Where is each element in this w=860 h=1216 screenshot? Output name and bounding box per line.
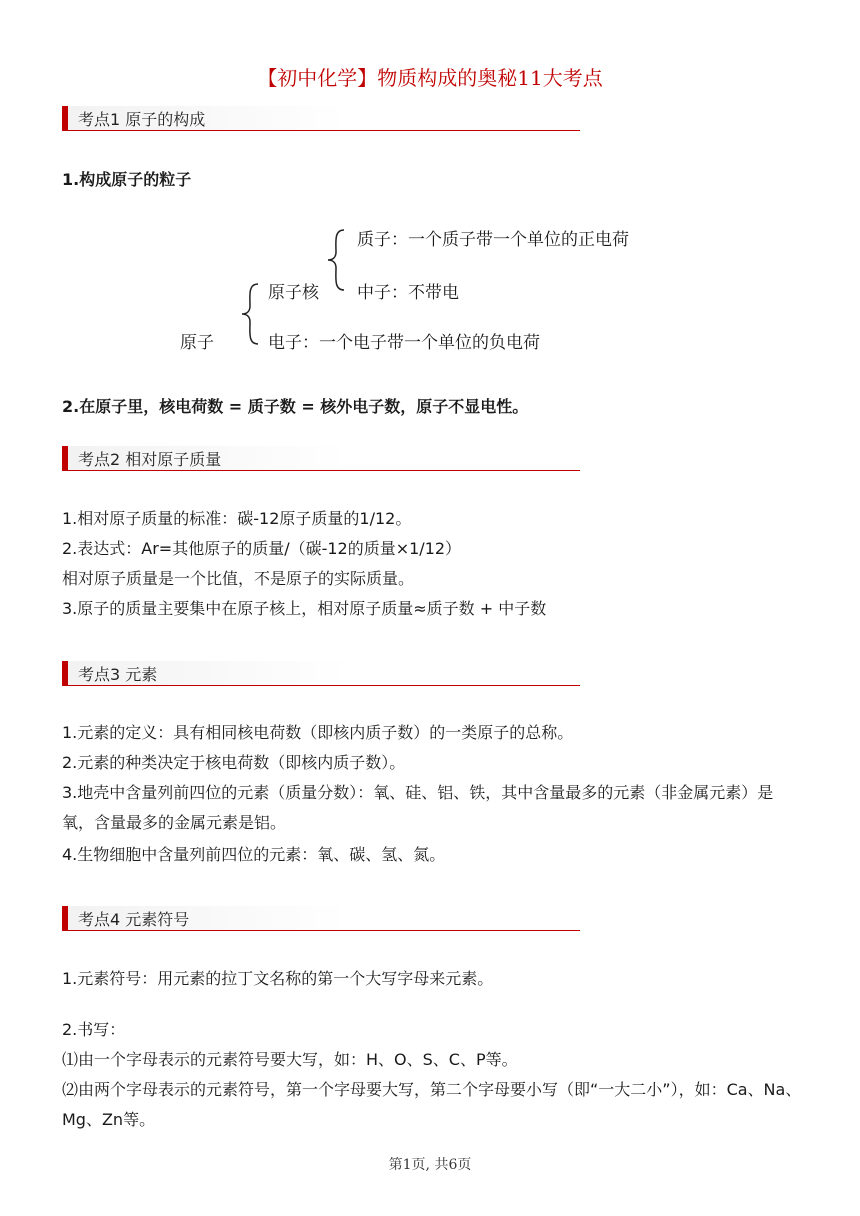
paragraph-line: 2.书写： <box>62 1020 126 1039</box>
paragraph-line: 1.元素符号：用元素的拉丁文名称的第一个大写字母来元素。 <box>62 969 494 988</box>
diagram-electron-label: 电子：一个电子带一个单位的负电荷 <box>268 333 540 353</box>
diagram-nucleus-label: 原子核 <box>268 283 319 303</box>
section-heading-3 <box>62 661 580 686</box>
paragraph-line: ⑴由一个字母表示的元素符号要大写，如：H、O、S、C、P等。 <box>62 1050 518 1069</box>
section-heading-label: 考点3 元素 <box>78 665 158 684</box>
page-footer: 第1页, 共6页 <box>388 1157 472 1173</box>
atom-charge-rule: 2.在原子里，核电荷数 = 质子数 = 核外电子数，原子不显电性。 <box>62 397 529 416</box>
section-heading-4 <box>62 906 580 931</box>
paragraph-line: 2.元素的种类决定于核电荷数（即核内质子数）。 <box>62 753 406 772</box>
paragraph-line: 4.生物细胞中含量列前四位的元素：氧、碳、氢、氮。 <box>62 845 446 864</box>
paragraph-line: 相对原子质量是一个比值，不是原子的实际质量。 <box>62 569 415 588</box>
subheading-atom-particles: 1.构成原子的粒子 <box>62 170 192 189</box>
paragraph-line: 2.表达式：Ar=其他原子的质量/（碳-12的质量×1/12） <box>62 539 462 558</box>
section-heading-2 <box>62 446 580 471</box>
inner-brace-icon <box>326 228 348 292</box>
paragraph-line: 1.元素的定义：具有相同核电荷数（即核内质子数）的一类原子的总称。 <box>62 723 574 742</box>
paragraph-line: 1.相对原子质量的标准：碳-12原子质量的1/12。 <box>62 509 412 528</box>
outer-brace-icon <box>240 282 262 346</box>
section-heading-label: 考点1 原子的构成 <box>78 110 206 129</box>
diagram-neutron-label: 中子：不带电 <box>357 283 459 303</box>
document-title: 【初中化学】物质构成的奥秘11大考点 <box>257 66 603 90</box>
section-heading-1 <box>62 106 580 131</box>
diagram-proton-label: 质子：一个质子带一个单位的正电荷 <box>357 230 629 250</box>
section-heading-label: 考点4 元素符号 <box>78 910 190 929</box>
section-heading-label: 考点2 相对原子质量 <box>78 450 222 469</box>
paragraph-line: 3.地壳中含量列前四位的元素（质量分数）：氧、硅、铝、铁，其中含量最多的元素（非金属元素）是氧，含量最多的金属元素是铝。 <box>62 783 774 832</box>
paragraph-line: 3.原子的质量主要集中在原子核上，相对原子质量≈质子数 + 中子数 <box>62 599 547 618</box>
paragraph-line: ⑵由两个字母表示的元素符号，第一个字母要大写，第二个字母要小写（即“一大二小”），如：Ca、Na、Mg、Zn等。 <box>62 1080 802 1129</box>
diagram-atom-label: 原子 <box>180 333 214 353</box>
